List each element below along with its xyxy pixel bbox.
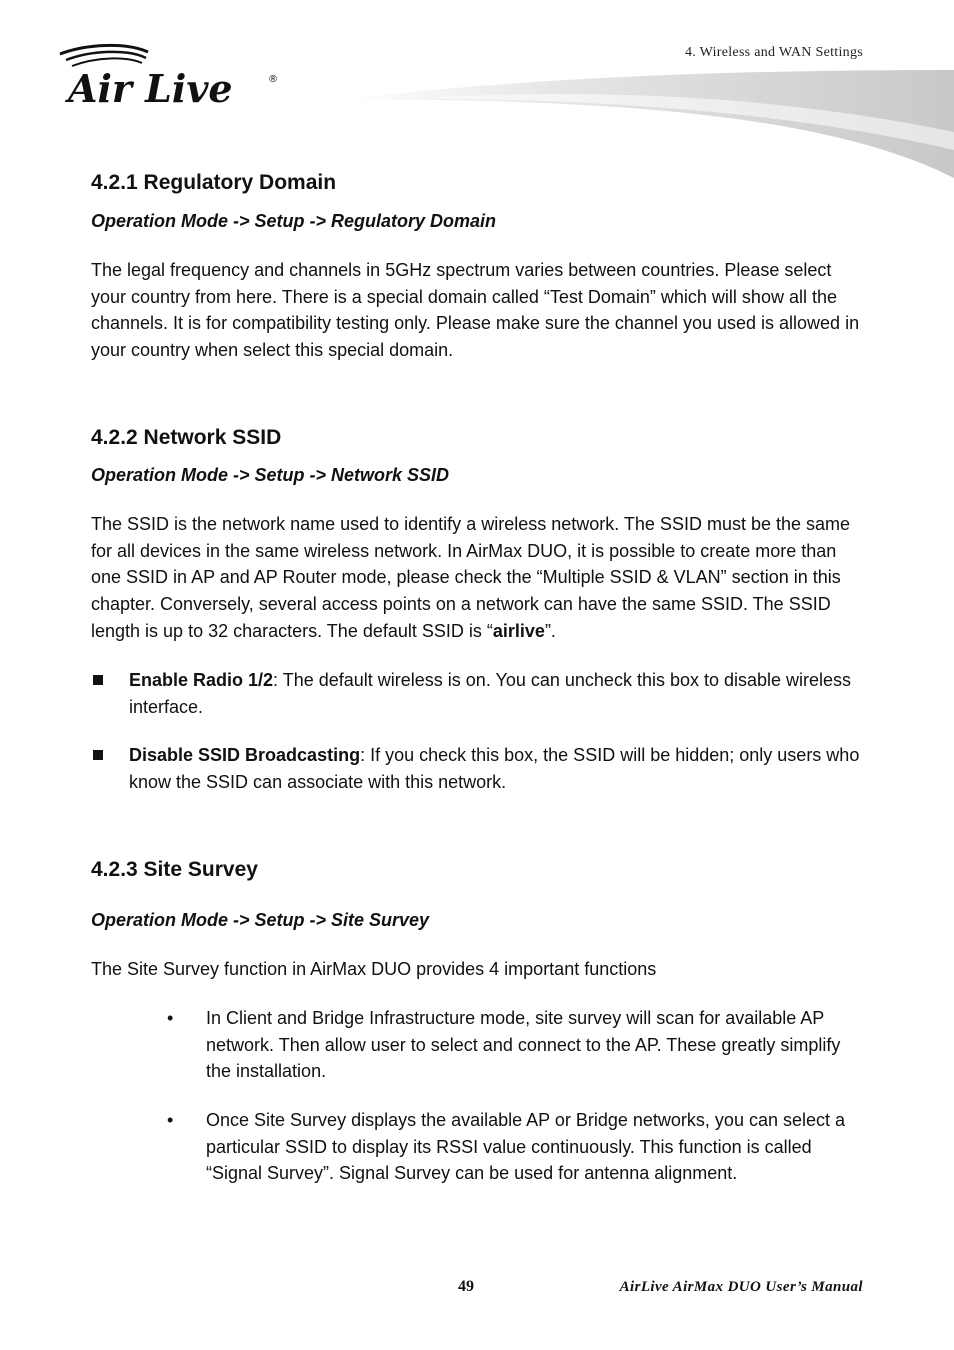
default-ssid-value: airlive <box>492 620 545 641</box>
section-heading-site-survey: 4.2.3 Site Survey <box>91 858 258 881</box>
section-heading-network-ssid: 4.2.2 Network SSID <box>91 426 282 449</box>
term-disable-ssid-broadcasting: Disable SSID Broadcasting <box>129 745 361 765</box>
paragraph-regulatory-domain: The legal frequency and channels in 5GHz spectrum varies between countries. Please select your country from here. There is a special domain called “Test Domain” which will show all the channels. It is for compatibility testing only. Please make sure the channel you used is allowed in your country when select this special domain. <box>91 260 860 361</box>
page-number: 49 <box>458 1278 474 1295</box>
manual-title: AirLive AirMax DUO User’s Manual <box>619 1279 863 1295</box>
registered-mark: ® <box>268 74 278 85</box>
list-item-text: In Client and Bridge Infrastructure mode, site survey will scan for available AP network. Then allow user to select and connect to the AP. These greatly simplify the installation. <box>206 1008 841 1082</box>
airlive-logo-graphic <box>56 42 281 106</box>
desc-enable-radio: : The default wireless is on. You can uncheck this box to disable wireless interface. <box>129 670 852 717</box>
ssid-text-post: ”. <box>544 620 556 641</box>
ssid-text-pre: The SSID is the network name used to identify a wireless network. The SSID must be the same for all devices in the same wireless network. In AirMax DUO, it is possible to create more than one SSID in AP and AP Router mode, please check the “Multiple SSID & VLAN” section in this chapter. Conversely, several access points on a network can have the same SSID. The SSID length is up to 32 characters. The default SSID is “ <box>91 514 851 641</box>
paragraph-network-ssid <box>91 511 866 645</box>
dot-bullet-icon: • <box>167 1110 174 1130</box>
list-item-site-survey-2 <box>167 1107 867 1187</box>
section-heading-regulatory-domain: 4.2.1 Regulatory Domain <box>91 171 337 194</box>
list-item-enable-radio <box>91 667 866 720</box>
menu-path-network-ssid: Operation Mode -> Setup -> Network SSID <box>91 465 450 485</box>
menu-path-site-survey: Operation Mode -> Setup -> Site Survey <box>91 910 430 930</box>
square-bullet-icon <box>93 675 103 685</box>
term-enable-radio: Enable Radio 1/2 <box>129 670 274 690</box>
paragraph-site-survey: The Site Survey function in AirMax DUO provides 4 important functions <box>91 959 657 979</box>
square-bullet-icon <box>93 750 103 760</box>
list-item-text: Once Site Survey displays the available AP or Bridge networks, you can select a particular SSID to display its RSSI value continuously. This function is called “Signal Survey”. Signal Survey can be used for antenna alignment. <box>206 1110 846 1184</box>
dot-bullet-icon: • <box>167 1008 174 1028</box>
list-item-text <box>129 667 866 720</box>
logo-wordmark: Air Live <box>68 66 233 106</box>
desc-disable-ssid-broadcasting: : If you check this box, the SSID will be hidden; only users who know the SSID can associate with this network. <box>129 745 860 792</box>
list-item-text <box>129 742 866 795</box>
list-item-disable-ssid-broadcasting <box>91 742 866 795</box>
chapter-header: 4. Wireless and WAN Settings <box>684 45 863 60</box>
airlive-logo <box>56 42 281 111</box>
menu-path-regulatory-domain: Operation Mode -> Setup -> Regulatory Domain <box>91 211 497 231</box>
list-item-site-survey-1 <box>167 1005 867 1085</box>
